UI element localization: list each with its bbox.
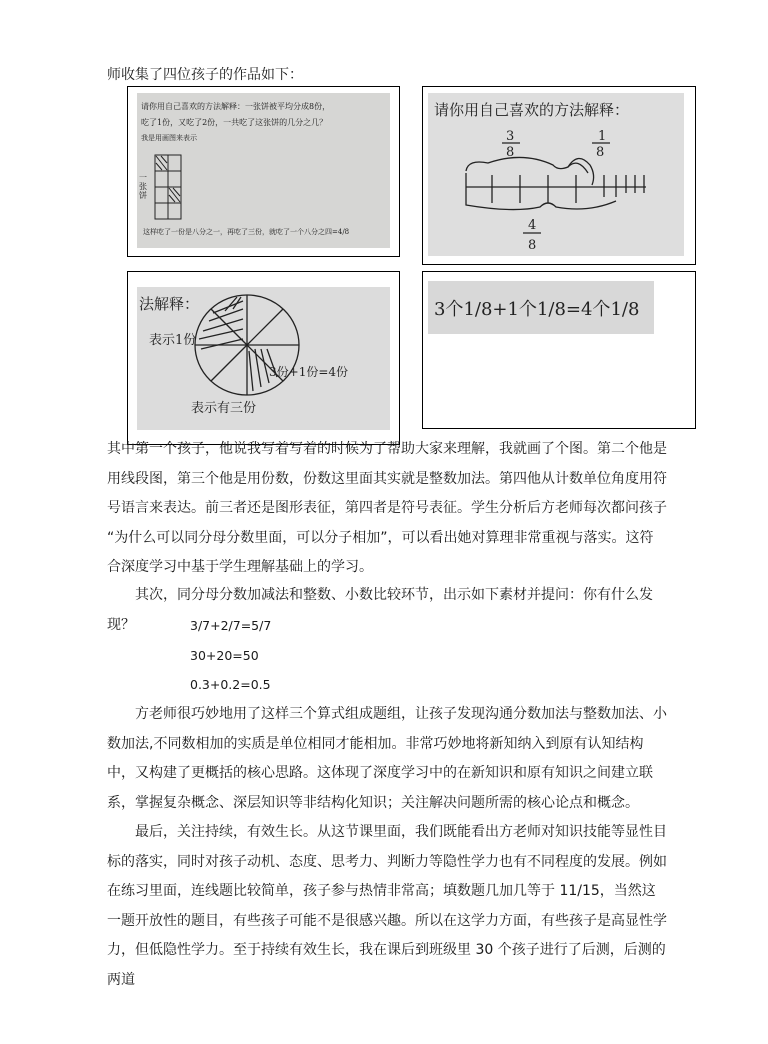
photo1-side-label: 一张饼	[139, 173, 147, 200]
student-work-photo-1	[137, 93, 390, 248]
equation-decimal: 0.3+0.2=0.5	[190, 677, 271, 692]
photo1-question-line1: 请你用自己喜欢的方法解释：一张饼被平均分成8份，	[141, 102, 331, 111]
equation-integer: 30+20=50	[190, 648, 259, 663]
paragraph-problem-group: 方老师很巧妙地用了这样三个算式组成题组，让孩子发现沟通分数加法与整数加法、小数加法,不同数相加的实质是单位相同才能相加。非常巧妙地将新知纳入到原有认知结构中，又构建了更概括的核心思路。这体现了深度学习中的在新知识和原有知识之间建立联系，掌握复杂概念、深层知识等非结构化知识；关注解决问题所需的核心论点和概念。	[107, 706, 667, 811]
photo1-grid-drawing	[137, 93, 390, 248]
photo1-method-line: 我是用画图来表示	[141, 134, 197, 142]
photo2-frac-left-num: 3	[506, 129, 515, 144]
intro-line: 师收集了四位孩子的作品如下：	[107, 67, 303, 83]
photo3-label-three-parts: 表示有三份	[191, 401, 257, 416]
paragraph-finally: 最后，关注持续，有效生长。从这节课里面，我们既能看出方老师对知识技能等显性目标的落实，同时对孩子动机、态度、思考力、判断力等隐性学力也有不同程度的发展。例如在练习里面，连线题比较简单，孩子参与热情非常高；填数题几加几等于 11/15，当然这一题开放性的题目，有些孩子可能不是很感兴趣。所以在这学力方面，有些孩子是高显性学力，但低隐性学力。至于持续有效生长，我在课后到班级里 30 个孩子进行了后测，后测的两道	[107, 824, 667, 988]
photo1-question-line2: 吃了1份，又吃了2份，一共吃了这张饼的几分之几？	[141, 118, 328, 127]
paragraph-second-point: 其次，同分母分数加减法和整数、小数比较环节，出示如下素材并提问：你有什么发现？	[107, 587, 653, 633]
photo2-frac-right-den: 8	[596, 145, 605, 160]
photo2-line-diagram	[428, 93, 684, 256]
photo2-frac-left-den: 8	[506, 145, 515, 160]
photo2-frac-bottom-den: 8	[528, 238, 537, 253]
photo3-label-one-part: 表示1份	[149, 333, 197, 348]
equation-fraction: 3/7+2/7=5/7	[190, 618, 272, 633]
paragraph-analysis: 其中第一个孩子，他说我写着写着的时候为了帮助大家来理解，我就画了个图。第二个他是用线段图，第三个他是用份数，份数这里面其实就是整数加法。第四他从计数单位角度用符号语言来表达。前三者还是图形表征，第四者是符号表征。学生分析后方老师每次都问孩子 “为什么可以同分母分数里面，可以分子相加”，可以看出她对算理非常重视与落实。这符合深度学习中基于学生理解基础上的学习。	[107, 441, 667, 575]
photo2-frac-right-num: 1	[598, 129, 607, 144]
photo2-title: 请你用自己喜欢的方法解释：	[434, 101, 630, 119]
photo2-frac-bottom-num: 4	[528, 218, 537, 233]
photo1-conclusion: 这样吃了一份是八分之一，再吃了三份，就吃了一个八分之四=4/8	[143, 228, 350, 236]
photo4-expression: 3个1/8+1个1/8=4个1/8	[434, 299, 640, 320]
student-work-photo-4	[428, 281, 654, 334]
student-work-photo-3	[137, 287, 390, 430]
photo3-pie-drawing	[137, 287, 390, 430]
student-work-photo-2	[428, 93, 684, 256]
photo3-title: 法解释：	[139, 295, 200, 313]
photo3-label-sum: 3份+1份=4份	[269, 365, 349, 379]
